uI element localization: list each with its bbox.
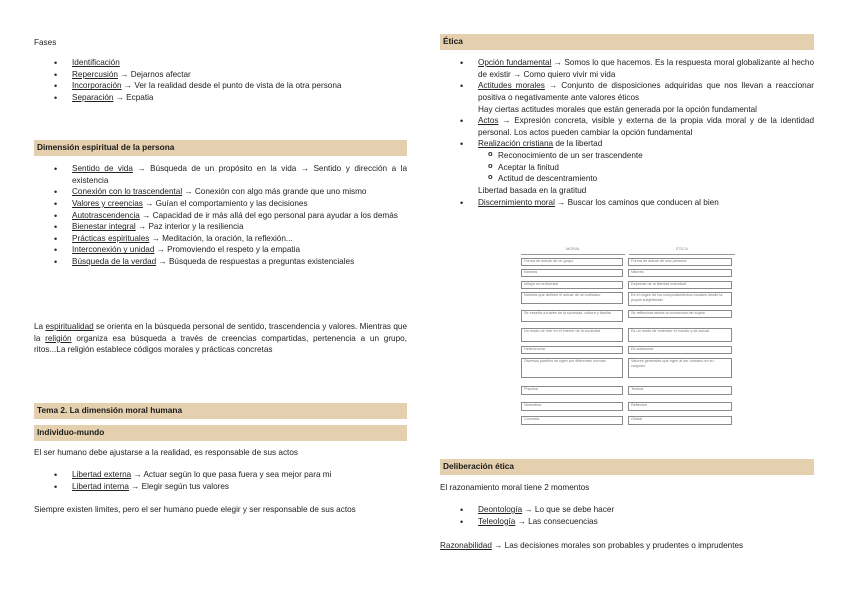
table-cell: Reflexiva [628, 402, 732, 411]
list-item: • Separación → Ecpatia [34, 92, 407, 104]
table-cell: Un modo de vivir en el interior de la sociedad [521, 328, 623, 342]
list-item: • Valores y creencias → Guían el comportamiento y las decisiones [34, 198, 407, 210]
table-cell: Practica [521, 386, 623, 395]
list-item: • Prácticas espirituales → Meditación, la oración, la reflexión... [34, 233, 407, 245]
section-header: Deliberación ética [440, 459, 814, 475]
list-item: • Deontología → Lo que se debe hacer [440, 504, 814, 516]
libertad-closing: Siempre existen limites, pero el ser humano puede elegir y ser responsable de sus actos [34, 505, 356, 514]
table-cell: Depende de la libertad individual [628, 281, 732, 289]
table-cell: Heterónoma [521, 346, 623, 354]
libertad-list [34, 469, 407, 492]
table-cell: Se reflexiona desde la conciencia del sujeto [628, 310, 732, 318]
table-cell: Forma de actuar de un grupo [521, 258, 623, 266]
table-cell: Concreta [521, 416, 623, 425]
table-cell: Normas [521, 269, 623, 277]
table-cell: Es autónoma [628, 346, 732, 354]
individuo-intro: El ser humano debe ajustarse a la realidad, es responsable de sus actos [34, 448, 298, 457]
section-header: Dimensión espiritual de la persona [34, 140, 407, 156]
section-header: Tema 2. La dimensión moral humana [34, 403, 407, 419]
table-header-etica: ÉTICA [629, 244, 735, 255]
list-item: • Actitudes morales → Conjunto de disposiciones adquiridas que nos llevan a reaccionar positiva o negativamente ante valores éticos Hay ciertas actitudes morales que están generada por la opción fundamental [440, 80, 814, 115]
list-item: • Búsqueda de la verdad → Búsqueda de respuestas a preguntas existenciales [34, 256, 407, 268]
table-cell: Global [628, 416, 732, 425]
deliberacion-list [440, 504, 814, 527]
table-cell: Es el origen de los comportamientos morales desde la propia subjetividad [628, 292, 732, 306]
list-item: • Realización cristiana de la libertad [440, 138, 814, 150]
list-item: • Autotrascendencia → Capacidad de ir más allá del ego personal para ayudar a los demás [34, 210, 407, 222]
table-cell: Teórica [628, 386, 732, 395]
list-item: • Libertad externa → Actuar según lo que pasa fuera y sea mejor para mi [34, 469, 407, 481]
list-item: • Teleología → Las consecuencias [440, 516, 814, 528]
list-item: • Identificación [34, 57, 407, 69]
section-subheader: Individuo-mundo [34, 425, 407, 441]
libertad-gratitud: Libertad basada en la gratitud [478, 186, 587, 196]
list-item: • Libertad interna → Elegir según tus valores [34, 481, 407, 493]
table-cell: Diversos pueblos se rigen por diferentes normas [521, 358, 623, 378]
spirituality-paragraph: La espiritualidad se orienta en la búsqueda personal de sentido, trascendencia y valores. Mientras que la religión organiza esa búsqueda a través de creencias compartidas, pertenencia a un grupo, ritos...La religión establece códigos morales y prácticas concretas [34, 322, 407, 355]
section-header: Ética [440, 34, 814, 50]
actitudes-note: Hay ciertas actitudes morales que están generada por la opción fundamental [478, 104, 757, 114]
list-item: • Discernimiento moral → Buscar los caminos que conducen al bien [440, 197, 814, 209]
table-cell: Normativa [521, 402, 623, 411]
sub-list-item: o Reconocimiento de un ser trascendente [440, 150, 814, 162]
list-item: • Conexión con lo trascendental → Conexión con algo más grande que uno mismo [34, 186, 407, 198]
sub-list-item: o Aceptar la finitud [440, 162, 814, 174]
list-item: • Incorporación → Ver la realidad desde el punto de vista de la otra persona [34, 80, 407, 92]
deliberacion-intro: El razonamiento moral tiene 2 momentos [440, 483, 590, 492]
table-cell: Forma de actuar de una persona [628, 258, 732, 266]
table-cell: Se enseña a través de la sociedad, cultura y familia [521, 310, 623, 322]
table-cell: Es un modo de entender el mundo y de actuar [628, 328, 732, 342]
etica-list [440, 57, 814, 208]
list-item: • Actos → Expresión concreta, visible y externa de la propia vida moral y de la identidad personal. Los actos pueden cambiar la opción fundamental [440, 115, 814, 138]
sub-list-item: o Actitud de descentramiento [440, 173, 814, 185]
table-cell: Influye en la libertad [521, 281, 623, 289]
list-item: • Bienestar integral → Paz interior y la resiliencia [34, 221, 407, 233]
table-cell: Valores generales que rigen al ser humano en su conjunto [628, 358, 732, 378]
table-cell: Normas que definen el actuar de un individuo [521, 292, 623, 304]
list-item: • Interconexión y unidad → Promoviendo el respeto y la empatia [34, 244, 407, 256]
table-header-moral: MORAL [521, 244, 625, 255]
list-item: • Sentido de vida → Búsqueda de un propósito en la vida → Sentido y dirección a la existencia [34, 163, 407, 186]
razonabilidad: Razonabilidad → Las decisiones morales son probables y prudentes o imprudentes [440, 541, 744, 550]
fases-list [34, 57, 407, 104]
table-cell: Valores [628, 269, 732, 277]
dimension-list [34, 163, 407, 268]
moral-etica-table [519, 244, 736, 428]
list-item: • Repercusión → Dejarnos afectar [34, 69, 407, 81]
fases-title: Fases [34, 38, 57, 47]
list-item: • Opción fundamental → Somos lo que hacemos. Es la respuesta moral globalizante al hecho de existir → Como quiero vivir mi vida [440, 57, 814, 80]
